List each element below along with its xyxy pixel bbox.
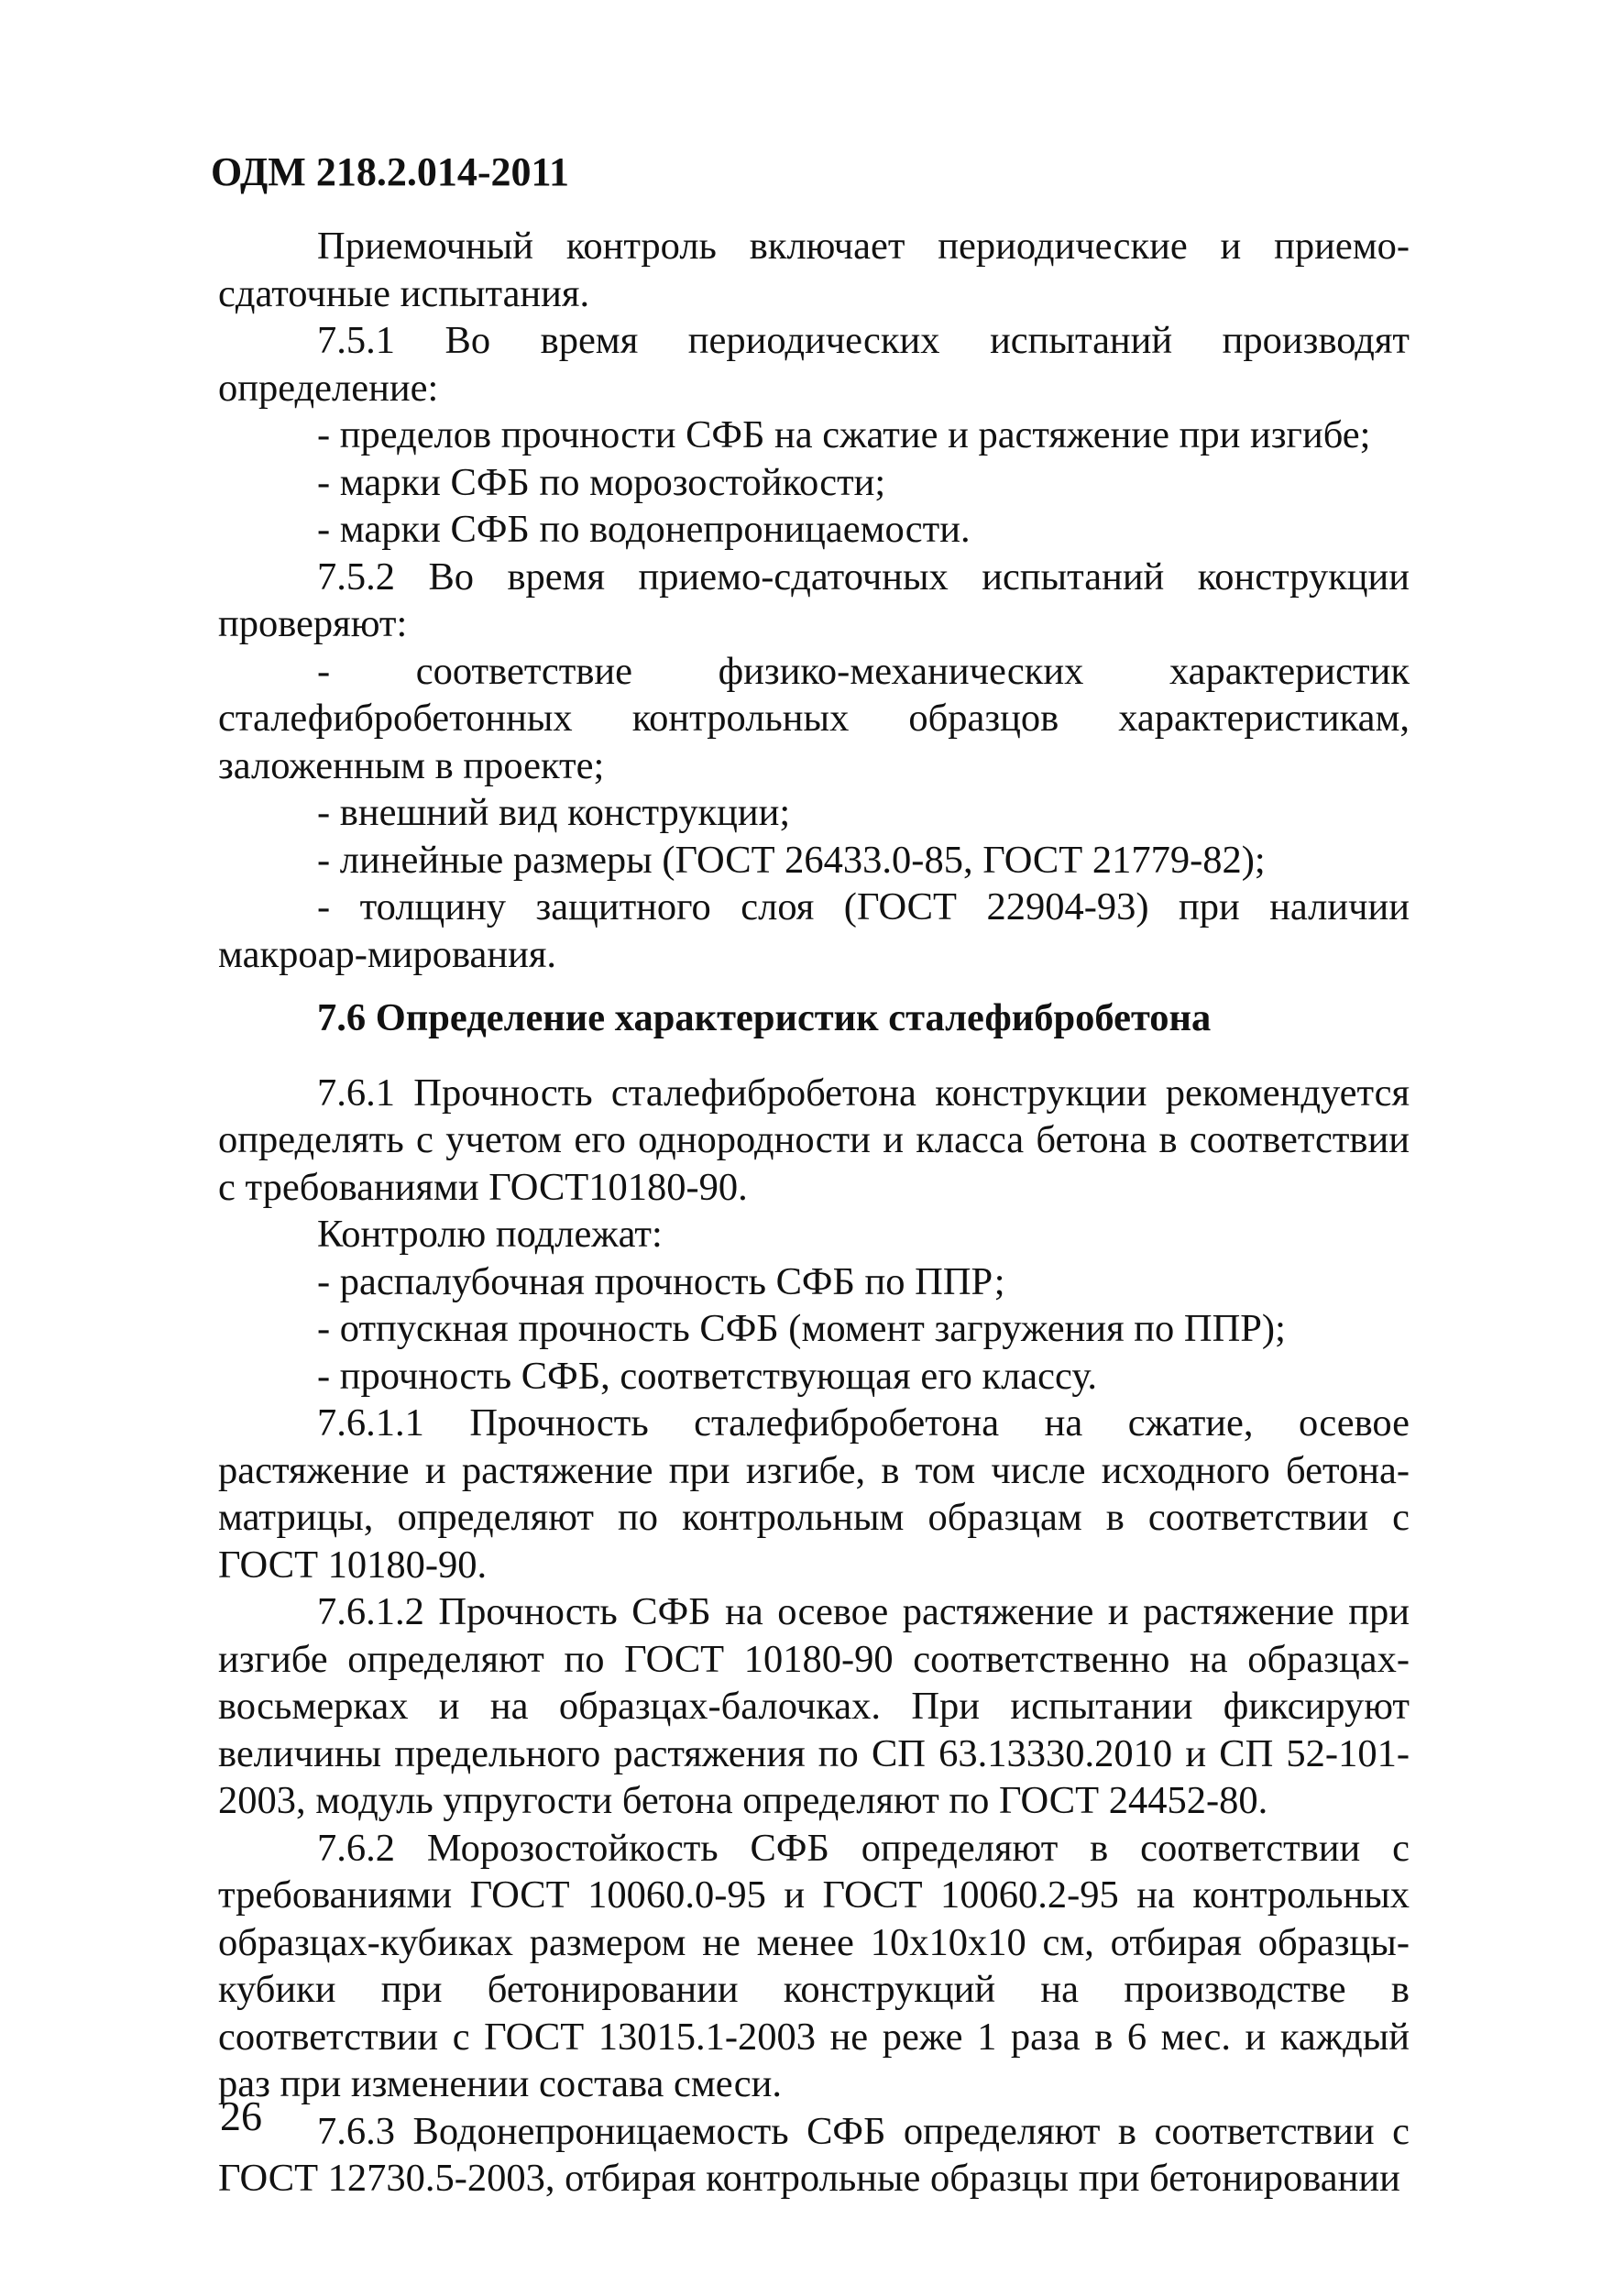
list-item: - марки СФБ по водонепроницаемости. [317, 508, 971, 551]
paragraph-7-6-1: 7.6.1 Прочность сталефибробетона конструкции рекомендуется определять с учетом его однородности и класса бетона в соответствии с требованиями ГОСТ10180-90. [218, 1071, 1410, 1209]
document-code-header: ОДМ 218.2.014-2011 [211, 149, 570, 194]
paragraph-7-6-2: 7.6.2 Морозостойкость СФБ определяют в соответствии с требованиями ГОСТ 10060.0-95 и ГОСТ 10060.2-95 на контрольных образцах-кубиках размером не менее 10х10х10 см, отбирая образцы-кубики при бетонировании конструкций на производстве в соответствии с ГОСТ 13015.1-2003 не реже 1 раза в 6 мес. и каждый раз при изменении состава смеси. [218, 1826, 1410, 2105]
paragraph-control-lead: Контролю подлежат: [317, 1213, 663, 1256]
list-item: - марки СФБ по морозостойкости; [317, 460, 886, 504]
page-number: 26 [220, 2093, 262, 2139]
list-item: - пределов прочности СФБ на сжатие и растяжение при изгибе; [317, 413, 1371, 456]
paragraph-7-6-1-1: 7.6.1.1 Прочность сталефибробетона на сжатие, осевое растяжение и растяжение при изгибе, в том числе исходного бетона-матрицы, определяют по контрольным образцам в соответствии с ГОСТ 10180-90. [218, 1401, 1410, 1587]
list-item: - внешний вид конструкции; [317, 791, 791, 834]
paragraph-7-6-3: 7.6.3 Водонепроницаемость СФБ определяют в соответствии с ГОСТ 12730.5-2003, отбирая контрольные образцы при бетонировании [218, 2109, 1410, 2200]
paragraph-7-5-1: 7.5.1 Во время периодических испытаний производят определение: [218, 319, 1410, 410]
list-item: - отпускная прочность СФБ (момент загружения по ППР); [317, 1307, 1286, 1350]
paragraph-intro: Приемочный контроль включает периодические и приемо-сдаточные испытания. [218, 225, 1410, 315]
list-item: - соответствие физико-механических характеристик сталефибробетонных контрольных образцов характеристикам, заложенным в проекте; [218, 649, 1410, 787]
document-body [218, 223, 1410, 2203]
list-item: - линейные размеры (ГОСТ 26433.0-85, ГОСТ 21779-82); [317, 838, 1266, 882]
paragraph-7-6-1-2: 7.6.1.2 Прочность СФБ на осевое растяжение и растяжение при изгибе определяют по ГОСТ 10180-90 соответственно на образцах-восьмерках и на образцах-балочках. При испытании фиксируют величины предельного растяжения по СП 63.13330.2010 и СП 52-101-2003, модуль упругости бетона определяют по ГОСТ 24452-80. [218, 1590, 1410, 1822]
section-heading-7-6: 7.6 Определение характеристик сталефибробетона [317, 996, 1212, 1039]
list-item: - распалубочная прочность СФБ по ППР; [317, 1259, 1005, 1303]
list-item: - толщину защитного слоя (ГОСТ 22904-93) при наличии макроар-мирования. [218, 885, 1410, 976]
list-item: - прочность СФБ, соответствующая его классу. [317, 1354, 1097, 1398]
paragraph-7-5-2: 7.5.2 Во время приемо-сдаточных испытаний конструкции проверяют: [218, 555, 1410, 645]
